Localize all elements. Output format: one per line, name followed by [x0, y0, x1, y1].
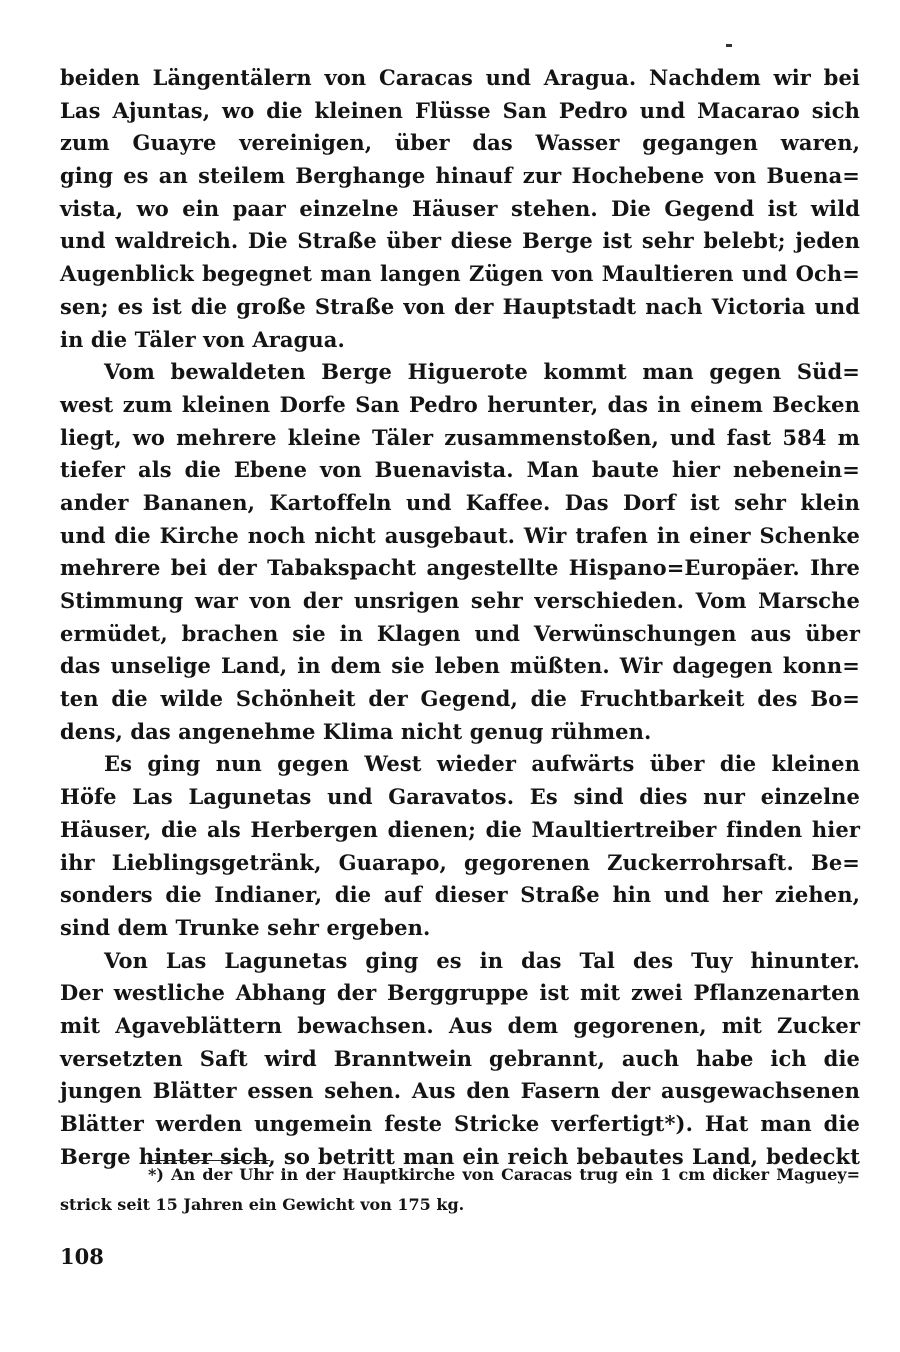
text-line: und waldreich. Die Straße über diese Berge ist sehr belebt; jeden	[60, 228, 860, 254]
text-line: liegt, wo mehrere kleine Täler zusammenstoßen, und fast 584 m	[60, 424, 860, 450]
footnote-line: strick seit 15 Jahren ein Gewicht von 175 kg.	[60, 1195, 465, 1214]
text-line: Höfe Las Lagunetas und Garavatos. Es sind dies nur einzelne	[60, 784, 860, 810]
text-line: sen; es ist die große Straße von der Hauptstadt nach Victoria und	[60, 293, 860, 319]
text-line: ihr Lieblingsgetränk, Guarapo, gegorenen Zuckerrohrsaft. Be=	[60, 849, 860, 875]
text-line: Es ging nun gegen West wieder aufwärts über die kleinen	[104, 751, 860, 777]
text-line: das unselige Land, in dem sie leben müßten. Wir dagegen konn=	[60, 653, 860, 679]
text-line: jungen Blätter essen sehen. Aus den Fasern der ausgewachsenen	[60, 1078, 860, 1104]
text-line: Berge hinter sich, so betritt man ein reich bebautes Land, bedeckt	[60, 1143, 860, 1169]
text-line: sind dem Trunke sehr ergeben.	[60, 914, 431, 940]
text-line: zum Guayre vereinigen, über das Wasser gegangen waren,	[60, 130, 860, 156]
text-line: ten die wilde Schönheit der Gegend, die Fruchtbarkeit des Bo=	[60, 686, 860, 712]
text-line: Stimmung war von der unsrigen sehr verschieden. Vom Marsche	[60, 588, 860, 613]
text-line: in die Täler von Aragua.	[60, 326, 345, 352]
text-line: Las Ajuntas, wo die kleinen Flüsse San Pedro und Macarao sich	[60, 97, 860, 123]
text-line: mehrere bei der Tabakspacht angestellte Hispano=Europäer. Ihre	[60, 555, 860, 581]
text-line: Vom bewaldeten Berge Higuerote kommt man gegen Süd=	[104, 359, 860, 385]
text-line: versetzten Saft wird Branntwein gebrannt, auch habe ich die	[60, 1045, 860, 1071]
page-number: 108	[60, 1244, 104, 1269]
text-line: vista, wo ein paar einzelne Häuser stehen. Die Gegend ist wild	[60, 195, 860, 221]
text-line: west zum kleinen Dorfe San Pedro herunter, das in einem Becken	[60, 391, 860, 417]
text-line: tiefer als die Ebene von Buenavista. Man baute hier nebenein=	[60, 457, 860, 483]
footnote	[60, 1160, 860, 1220]
text-line: Häuser, die als Herbergen dienen; die Maultiertreiber finden hier	[60, 816, 860, 842]
text-line: Der westliche Abhang der Berggruppe ist mit zwei Pflanzenarten	[60, 980, 860, 1006]
main-text	[60, 62, 860, 1173]
text-line: dens, das angenehme Klima nicht genug rühmen.	[60, 718, 652, 744]
text-line: beiden Längentälern von Caracas und Aragua. Nachdem wir bei	[60, 65, 860, 90]
text-line: Von Las Lagunetas ging es in das Tal des Tuy hinunter.	[104, 947, 860, 973]
text-line: ander Bananen, Kartoffeln und Kaffee. Das Dorf ist sehr klein	[60, 489, 860, 515]
text-line: Augenblick begegnet man langen Zügen von Maultieren und Och=	[60, 261, 860, 287]
text-line: ging es an steilem Berghange hinauf zur Hochebene von Buena=	[60, 163, 860, 189]
text-line: sonders die Indianer, die auf dieser Straße hin und her ziehen,	[60, 882, 860, 908]
footnote-line: *) An der Uhr in der Hauptkirche von Caracas trug ein 1 cm dicker Maguey=	[148, 1165, 860, 1184]
scan-speck	[726, 44, 732, 47]
text-line: Blätter werden ungemein feste Stricke verfertigt*). Hat man die	[60, 1111, 860, 1136]
text-line: und die Kirche noch nicht ausgebaut. Wir trafen in einer Schenke	[60, 522, 860, 548]
text-line: mit Agaveblättern bewachsen. Aus dem gegorenen, mit Zucker	[60, 1012, 860, 1038]
text-line: ermüdet, brachen sie in Klagen und Verwünschungen aus über	[60, 620, 860, 646]
